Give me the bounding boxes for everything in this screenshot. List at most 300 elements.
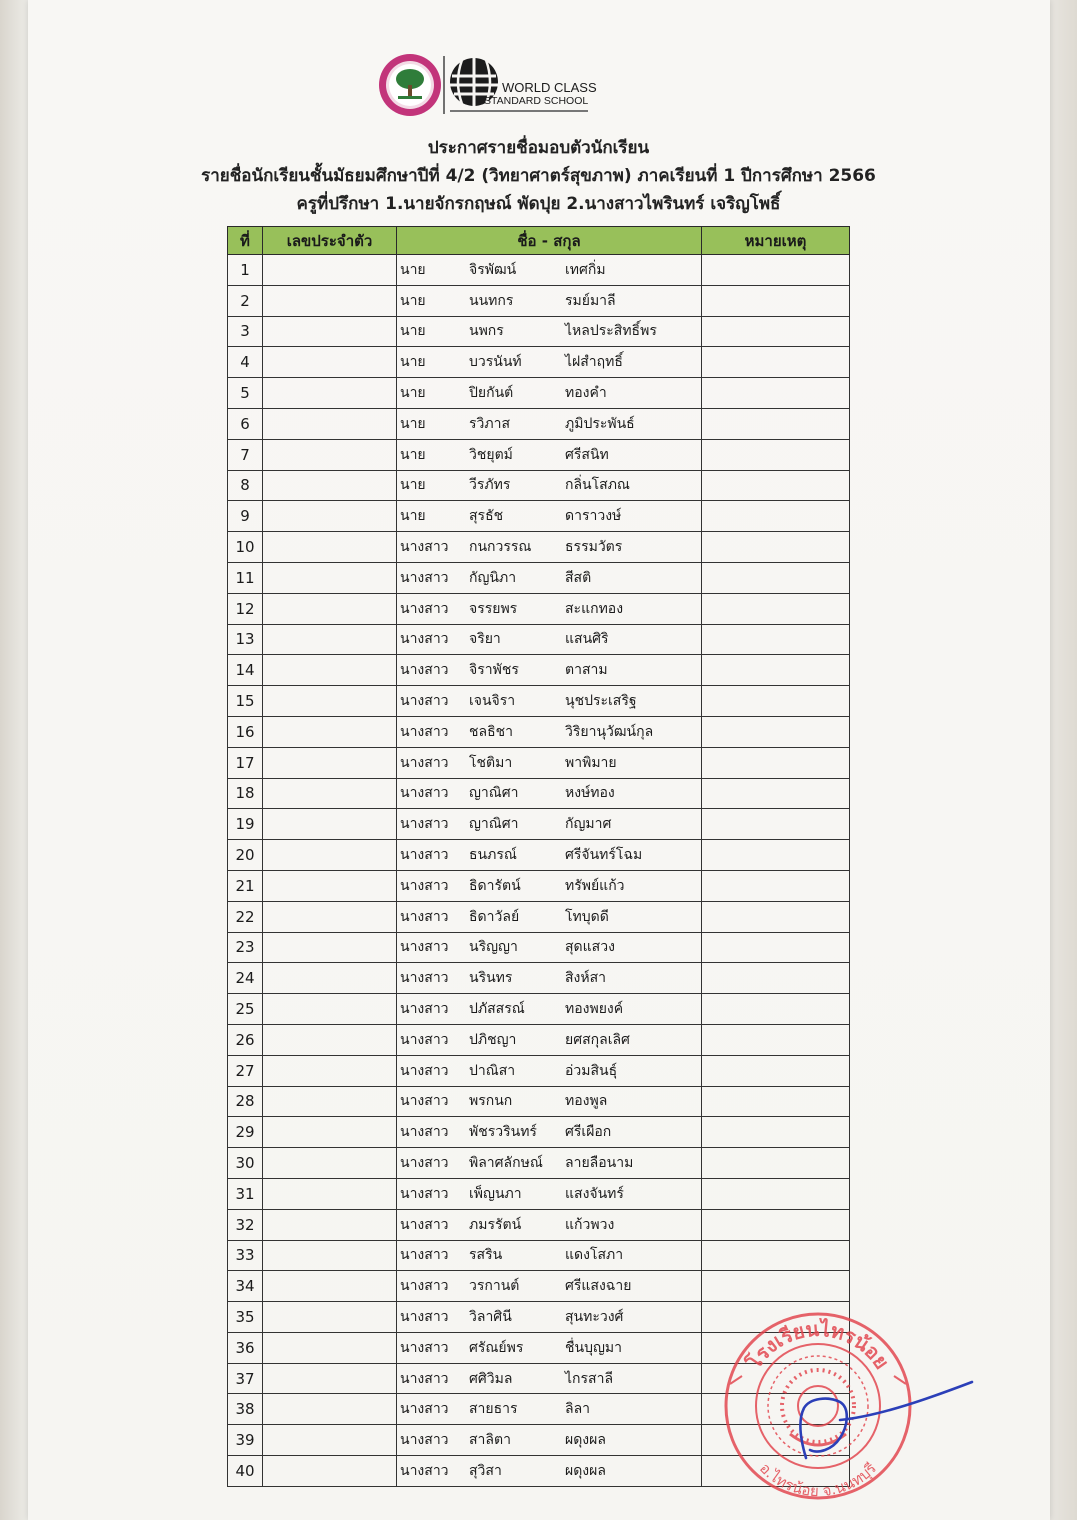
student-name-cell <box>397 501 702 532</box>
name-prefix: นางสาว <box>400 1093 449 1110</box>
row-number: 25 <box>228 994 263 1025</box>
name-prefix: นางสาว <box>400 1001 449 1018</box>
table-row <box>228 932 850 963</box>
last-name: ชื่นบุญมา <box>565 1339 622 1356</box>
first-name: นริญญา <box>469 939 518 956</box>
table-row <box>228 809 850 840</box>
last-name: ศรีเผือก <box>565 1124 612 1141</box>
table-row <box>228 747 850 778</box>
remark-cell <box>702 840 850 871</box>
column-header-student-id: เลขประจำตัว <box>263 227 397 255</box>
row-number: 38 <box>228 1394 263 1425</box>
stamp-top-text: โรงเรียนไทรน้อย <box>741 1316 895 1374</box>
student-id-cell <box>263 655 397 686</box>
name-prefix: นางสาว <box>400 1370 449 1387</box>
row-number: 17 <box>228 747 263 778</box>
advisors-line: ครูที่ปรึกษา 1.นายจักรกฤษณ์ พัดปุย 2.นางสาวไพรินทร์ เจริญโพธิ์ <box>296 194 781 214</box>
last-name: รมย์มาลี <box>565 292 616 309</box>
table-row <box>228 255 850 286</box>
student-id-cell <box>263 347 397 378</box>
table-row <box>228 439 850 470</box>
remark-cell <box>702 255 850 286</box>
student-name-cell <box>397 1117 702 1148</box>
last-name: ธรรมวัตร <box>565 539 623 556</box>
row-number: 40 <box>228 1456 263 1487</box>
student-id-cell <box>263 901 397 932</box>
name-prefix: นางสาว <box>400 1339 449 1356</box>
first-name: ธนภรณ์ <box>469 847 517 864</box>
student-id-cell <box>263 1456 397 1487</box>
student-id-cell <box>263 470 397 501</box>
row-number: 10 <box>228 532 263 563</box>
last-name: โทบุดดี <box>565 908 609 925</box>
student-id-cell <box>263 809 397 840</box>
first-name: กนกวรรณ <box>469 539 532 556</box>
student-id-cell <box>263 501 397 532</box>
student-id-cell <box>263 994 397 1025</box>
student-name-cell <box>397 347 702 378</box>
table-row <box>228 901 850 932</box>
table-row <box>228 532 850 563</box>
remark-cell <box>702 501 850 532</box>
name-prefix: นางสาว <box>400 1031 449 1048</box>
first-name: ญาณิศา <box>469 816 519 833</box>
table-row <box>228 285 850 316</box>
remark-cell <box>702 316 850 347</box>
remark-cell <box>702 870 850 901</box>
row-number: 3 <box>228 316 263 347</box>
first-name: ภมรรัตน์ <box>469 1216 522 1233</box>
name-prefix: นาย <box>400 354 426 371</box>
name-prefix: นางสาว <box>400 1155 449 1171</box>
row-number: 7 <box>228 439 263 470</box>
last-name: นุชประเสริฐ <box>565 693 637 710</box>
student-id-cell <box>263 1209 397 1240</box>
row-number: 35 <box>228 1302 263 1333</box>
student-name-cell <box>397 932 702 963</box>
last-name: ผดุงผล <box>565 1432 606 1449</box>
student-name-cell <box>397 686 702 717</box>
first-name: จริยา <box>469 631 501 648</box>
first-name: สุรธัช <box>469 508 504 525</box>
student-name-cell <box>397 809 702 840</box>
table-row <box>228 655 850 686</box>
first-name: ปาณิสา <box>469 1062 516 1079</box>
table-header-row <box>228 227 850 255</box>
first-name: สายธาร <box>469 1401 518 1418</box>
row-number: 29 <box>228 1117 263 1148</box>
remark-cell <box>702 716 850 747</box>
student-id-cell <box>263 439 397 470</box>
school-logos <box>376 52 606 118</box>
first-name: วีรภัทร <box>469 477 511 494</box>
last-name: สุดแสวง <box>565 939 615 956</box>
row-number: 23 <box>228 932 263 963</box>
first-name: กัญนิภา <box>469 569 517 586</box>
remark-cell <box>702 593 850 624</box>
table-row <box>228 686 850 717</box>
row-number: 8 <box>228 470 263 501</box>
student-name-cell <box>397 1363 702 1394</box>
last-name: ภูมิประพันธ์ <box>565 415 635 432</box>
row-number: 27 <box>228 1055 263 1086</box>
name-prefix: นางสาว <box>400 847 449 864</box>
name-prefix: นางสาว <box>400 1462 449 1479</box>
name-prefix: นางสาว <box>400 939 449 956</box>
table-row <box>228 408 850 439</box>
table-row <box>228 562 850 593</box>
remark-cell <box>702 1178 850 1209</box>
student-name-cell <box>397 1209 702 1240</box>
row-number: 20 <box>228 840 263 871</box>
name-prefix: นางสาว <box>400 1401 449 1418</box>
table-row <box>228 593 850 624</box>
student-id-cell <box>263 932 397 963</box>
row-number: 2 <box>228 285 263 316</box>
first-name: นนทกร <box>469 292 514 309</box>
student-table-body <box>228 255 850 1487</box>
student-id-cell <box>263 1148 397 1179</box>
row-number: 26 <box>228 1024 263 1055</box>
student-name-cell <box>397 255 702 286</box>
student-name-cell <box>397 747 702 778</box>
first-name: ศรัณย์พร <box>469 1339 524 1356</box>
name-prefix: นางสาว <box>400 877 449 894</box>
first-name: เพ็ญนภา <box>469 1185 522 1202</box>
name-prefix: นางสาว <box>400 693 449 710</box>
last-name: แสงจันทร์ <box>565 1185 624 1202</box>
row-number: 18 <box>228 778 263 809</box>
first-name: พัชรวรินทร์ <box>469 1124 537 1141</box>
name-prefix: นางสาว <box>400 569 449 586</box>
remark-cell <box>702 285 850 316</box>
signature-icon <box>770 1380 980 1470</box>
remark-cell <box>702 1271 850 1302</box>
name-prefix: นางสาว <box>400 1432 449 1449</box>
row-number: 33 <box>228 1240 263 1271</box>
student-name-cell <box>397 1178 702 1209</box>
student-id-cell <box>263 840 397 871</box>
last-name: ผดุงผล <box>565 1462 606 1479</box>
first-name: ชลธิชา <box>469 723 513 740</box>
remark-cell <box>702 1148 850 1179</box>
student-name-cell <box>397 1086 702 1117</box>
row-number: 16 <box>228 716 263 747</box>
remark-cell <box>702 778 850 809</box>
column-header-name: ชื่อ - สกุล <box>397 227 702 255</box>
remark-cell <box>702 408 850 439</box>
first-name: สาลิตา <box>469 1432 511 1449</box>
student-name-cell <box>397 408 702 439</box>
student-id-cell <box>263 1302 397 1333</box>
first-name: วิลาศินี <box>469 1308 512 1325</box>
last-name: ทรัพย์แก้ว <box>565 877 625 894</box>
table-row <box>228 624 850 655</box>
table-row <box>228 501 850 532</box>
first-name: พรกนก <box>469 1093 513 1110</box>
stamp-bottom-text: อ.ไทรน้อย จ.นนทบุรี <box>755 1459 881 1501</box>
name-prefix: นาย <box>400 385 426 402</box>
svg-text:โรงเรียนไทรน้อย <box>741 1317 894 1375</box>
last-name: พาพิมาย <box>565 754 617 771</box>
student-id-cell <box>263 1271 397 1302</box>
last-name: แดงโสภา <box>565 1247 624 1264</box>
brand-line1: WORLD CLASS <box>502 80 597 95</box>
row-number: 9 <box>228 501 263 532</box>
row-number: 11 <box>228 562 263 593</box>
first-name: จิราพัชร <box>469 662 519 679</box>
student-name-cell <box>397 1240 702 1271</box>
remark-cell <box>702 378 850 409</box>
first-name: ศศิวิมล <box>469 1370 513 1387</box>
name-prefix: นาย <box>400 261 426 278</box>
student-name-cell <box>397 716 702 747</box>
school-emblem-icon <box>379 54 441 116</box>
first-name: รสริน <box>469 1247 503 1264</box>
student-id-cell <box>263 686 397 717</box>
last-name: ทองพยงค์ <box>565 1001 624 1018</box>
first-name: นพกร <box>469 323 504 340</box>
last-name: หงษ์ทอง <box>565 785 615 802</box>
student-id-cell <box>263 1055 397 1086</box>
last-name: แสนศิริ <box>565 631 609 648</box>
last-name: เทศกิ่ม <box>565 261 606 278</box>
remark-cell <box>702 562 850 593</box>
name-prefix: นางสาว <box>400 1185 449 1202</box>
last-name: สิงห์สา <box>565 970 607 987</box>
remark-cell <box>702 532 850 563</box>
student-name-cell <box>397 316 702 347</box>
name-prefix: นาย <box>400 323 426 340</box>
student-id-cell <box>263 716 397 747</box>
remark-cell <box>702 624 850 655</box>
row-number: 30 <box>228 1148 263 1179</box>
remark-cell <box>702 809 850 840</box>
name-prefix: นางสาว <box>400 970 449 987</box>
student-id-cell <box>263 255 397 286</box>
row-number: 31 <box>228 1178 263 1209</box>
last-name: ศรีจันทร์โฉม <box>565 847 643 864</box>
last-name: สะแกทอง <box>565 600 624 617</box>
student-name-cell <box>397 1425 702 1456</box>
table-row <box>228 778 850 809</box>
table-row <box>228 870 850 901</box>
row-number: 21 <box>228 870 263 901</box>
student-name-cell <box>397 378 702 409</box>
column-header-remark: หมายเหตุ <box>702 227 850 255</box>
student-id-cell <box>263 316 397 347</box>
student-id-cell <box>263 532 397 563</box>
student-id-cell <box>263 1178 397 1209</box>
student-id-cell <box>263 624 397 655</box>
row-number: 19 <box>228 809 263 840</box>
row-number: 28 <box>228 1086 263 1117</box>
name-prefix: นางสาว <box>400 600 449 617</box>
last-name: ลิลา <box>565 1401 591 1418</box>
table-row <box>228 1148 850 1179</box>
student-id-cell <box>263 1425 397 1456</box>
student-name-cell <box>397 1148 702 1179</box>
remark-cell <box>702 932 850 963</box>
table-row <box>228 994 850 1025</box>
student-id-cell <box>263 562 397 593</box>
name-prefix: นางสาว <box>400 908 449 925</box>
last-name: สุนทะวงศ์ <box>565 1308 624 1325</box>
table-row <box>228 316 850 347</box>
student-id-cell <box>263 593 397 624</box>
student-id-cell <box>263 870 397 901</box>
first-name: วิชยุตม์ <box>469 446 513 463</box>
student-id-cell <box>263 778 397 809</box>
table-row <box>228 1055 850 1086</box>
last-name: กลิ่นโสภณ <box>565 477 630 494</box>
name-prefix: นางสาว <box>400 1216 449 1233</box>
row-number: 36 <box>228 1332 263 1363</box>
last-name: ไกรสาลี <box>565 1370 614 1387</box>
first-name: บวรนันท์ <box>469 354 522 371</box>
name-prefix: นางสาว <box>400 723 449 740</box>
remark-cell <box>702 686 850 717</box>
first-name: ธิดารัตน์ <box>469 877 521 894</box>
row-number: 15 <box>228 686 263 717</box>
remark-cell <box>702 1240 850 1271</box>
last-name: ไฝสำฤทธิ์ <box>565 354 623 371</box>
student-id-cell <box>263 378 397 409</box>
last-name: ศรีสนิท <box>565 446 609 463</box>
row-number: 22 <box>228 901 263 932</box>
student-name-cell <box>397 1271 702 1302</box>
remark-cell <box>702 1209 850 1240</box>
row-number: 39 <box>228 1425 263 1456</box>
name-prefix: นางสาว <box>400 1247 449 1264</box>
name-prefix: นางสาว <box>400 1308 449 1325</box>
student-name-cell <box>397 593 702 624</box>
table-row <box>228 840 850 871</box>
student-id-cell <box>263 1240 397 1271</box>
remark-cell <box>702 747 850 778</box>
remark-cell <box>702 347 850 378</box>
name-prefix: นาย <box>400 508 426 525</box>
first-name: ธิดาวัลย์ <box>469 908 520 925</box>
remark-cell <box>702 1055 850 1086</box>
table-row <box>228 963 850 994</box>
table-row <box>228 347 850 378</box>
student-id-cell <box>263 1024 397 1055</box>
student-name-cell <box>397 1024 702 1055</box>
student-name-cell <box>397 532 702 563</box>
last-name: ตาสาม <box>565 662 608 679</box>
last-name: ทองพูล <box>565 1093 608 1110</box>
last-name: อ่วมสินธุ์ <box>565 1062 618 1079</box>
student-id-cell <box>263 1394 397 1425</box>
table-row <box>228 1117 850 1148</box>
column-header-no: ที่ <box>228 227 263 255</box>
name-prefix: นางสาว <box>400 1278 449 1295</box>
student-id-cell <box>263 963 397 994</box>
row-number: 1 <box>228 255 263 286</box>
first-name: รวิภาส <box>469 415 511 432</box>
student-name-cell <box>397 470 702 501</box>
name-prefix: นาย <box>400 415 426 432</box>
table-row <box>228 1086 850 1117</box>
row-number: 37 <box>228 1363 263 1394</box>
student-name-cell <box>397 655 702 686</box>
brand-line2: STANDARD SCHOOL <box>484 95 589 107</box>
name-prefix: นางสาว <box>400 1124 449 1141</box>
table-row <box>228 1178 850 1209</box>
row-number: 32 <box>228 1209 263 1240</box>
row-number: 14 <box>228 655 263 686</box>
remark-cell <box>702 1117 850 1148</box>
name-prefix: นางสาว <box>400 539 449 556</box>
row-number: 12 <box>228 593 263 624</box>
last-name: วิริยานุวัฒน์กุล <box>565 723 654 740</box>
student-name-cell <box>397 624 702 655</box>
name-prefix: นางสาว <box>400 1062 449 1079</box>
student-name-cell <box>397 1302 702 1333</box>
name-prefix: นางสาว <box>400 631 449 648</box>
table-row <box>228 1271 850 1302</box>
student-name-cell <box>397 840 702 871</box>
last-name: ดาราวงษ์ <box>565 508 622 525</box>
first-name: วรกานต์ <box>469 1278 520 1295</box>
remark-cell <box>702 655 850 686</box>
student-id-cell <box>263 1117 397 1148</box>
remark-cell <box>702 901 850 932</box>
row-number: 13 <box>228 624 263 655</box>
name-prefix: นางสาว <box>400 662 449 679</box>
student-id-cell <box>263 1363 397 1394</box>
row-number: 6 <box>228 408 263 439</box>
row-number: 4 <box>228 347 263 378</box>
row-number: 34 <box>228 1271 263 1302</box>
last-name: สีสติ <box>565 569 592 586</box>
class-subtitle: รายชื่อนักเรียนชั้นมัธยมศึกษาปีที่ 4/2 (วิทยาศาตร์สุขภาพ) ภาคเรียนที่ 1 ปีการศึกษา 2566 <box>201 166 876 186</box>
remark-cell <box>702 1086 850 1117</box>
first-name: พิลาศลักษณ์ <box>469 1155 543 1171</box>
student-name-cell <box>397 1456 702 1487</box>
student-name-cell <box>397 994 702 1025</box>
name-prefix: นางสาว <box>400 785 449 802</box>
table-row <box>228 378 850 409</box>
table-row <box>228 1240 850 1271</box>
student-name-cell <box>397 901 702 932</box>
first-name: ปิยกันต์ <box>469 385 514 402</box>
student-name-cell <box>397 778 702 809</box>
student-table <box>227 226 850 1487</box>
announcement-title: ประกาศรายชื่อมอบตัวนักเรียน <box>427 138 650 158</box>
student-name-cell <box>397 439 702 470</box>
first-name: ญาณิศา <box>469 785 519 802</box>
last-name: แก้วพวง <box>565 1216 615 1233</box>
last-name: ลายลือนาม <box>565 1155 634 1171</box>
remark-cell <box>702 1024 850 1055</box>
last-name: กัญมาศ <box>565 816 612 833</box>
last-name: ศรีแสงฉาย <box>565 1278 632 1295</box>
student-name-cell <box>397 963 702 994</box>
remark-cell <box>702 994 850 1025</box>
student-name-cell <box>397 285 702 316</box>
student-name-cell <box>397 562 702 593</box>
name-prefix: นาย <box>400 292 426 309</box>
last-name: ยศสกุลเลิศ <box>565 1031 630 1048</box>
student-id-cell <box>263 747 397 778</box>
last-name: ทองคำ <box>565 385 607 402</box>
first-name: จรรยพร <box>469 600 518 617</box>
remark-cell <box>702 470 850 501</box>
student-name-cell <box>397 870 702 901</box>
first-name: จิรพัฒน์ <box>469 261 517 278</box>
